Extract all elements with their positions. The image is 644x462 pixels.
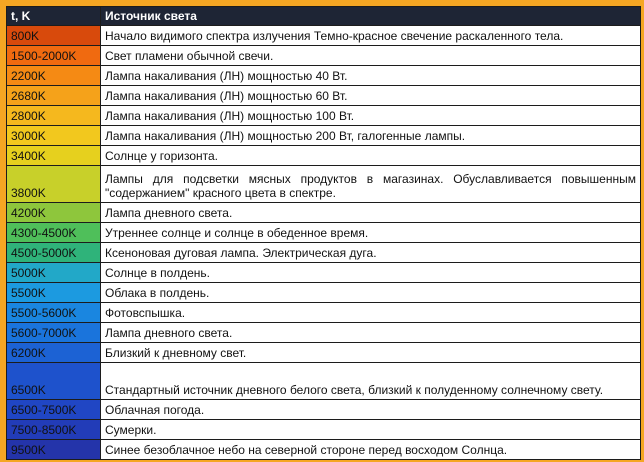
- light-source-cell: Лампа накаливания (ЛН) мощностью 40 Вт.: [101, 66, 641, 86]
- light-source-cell: Лампа дневного света.: [101, 323, 641, 343]
- temperature-cell: 6500-7500K: [7, 400, 101, 420]
- temperature-cell: 800K: [7, 26, 101, 46]
- temperature-cell: 4200K: [7, 203, 101, 223]
- temperature-cell: 4300-4500K: [7, 223, 101, 243]
- light-source-cell: Синее безоблачное небо на северной стороне перед восходом Солнца.: [101, 440, 641, 460]
- table-row: [7, 283, 641, 303]
- table-row: [7, 106, 641, 126]
- color-temperature-table: [6, 6, 641, 460]
- light-source-cell: Близкий к дневному свет.: [101, 343, 641, 363]
- table-row: [7, 26, 641, 46]
- light-source-cell: Сумерки.: [101, 420, 641, 440]
- temperature-cell: 6500K: [7, 363, 101, 400]
- light-source-cell: Солнце в полдень.: [101, 263, 641, 283]
- table-row: [7, 363, 641, 400]
- table-row: [7, 243, 641, 263]
- light-source-cell: Ксеноновая дуговая лампа. Электрическая дуга.: [101, 243, 641, 263]
- table-row: [7, 126, 641, 146]
- light-source-cell: Облачная погода.: [101, 400, 641, 420]
- temperature-cell: 5500-5600K: [7, 303, 101, 323]
- light-source-cell: Утреннее солнце и солнце в обеденное время.: [101, 223, 641, 243]
- header-light-source: Источник света: [101, 7, 641, 26]
- table-row: [7, 323, 641, 343]
- temperature-cell: 5000K: [7, 263, 101, 283]
- table-row: [7, 303, 641, 323]
- temperature-cell: 5600-7000K: [7, 323, 101, 343]
- temperature-cell: 4500-5000K: [7, 243, 101, 263]
- table-row: [7, 420, 641, 440]
- table-row: [7, 166, 641, 203]
- table-row: [7, 400, 641, 420]
- light-source-cell: Свет пламени обычной свечи.: [101, 46, 641, 66]
- table-row: [7, 440, 641, 460]
- light-source-cell: Солнце у горизонта.: [101, 146, 641, 166]
- temperature-cell: 2680K: [7, 86, 101, 106]
- table-row: [7, 146, 641, 166]
- light-source-cell: Лампа накаливания (ЛН) мощностью 100 Вт.: [101, 106, 641, 126]
- light-source-cell: Стандартный источник дневного белого света, близкий к полуденному солнечному свету.: [101, 363, 641, 400]
- temperature-cell: 7500-8500K: [7, 420, 101, 440]
- light-source-cell: Лампа дневного света.: [101, 203, 641, 223]
- light-source-cell: Лампа накаливания (ЛН) мощностью 200 Вт, галогенные лампы.: [101, 126, 641, 146]
- header-row: [7, 7, 641, 26]
- light-source-cell: Начало видимого спектра излучения Темно-красное свечение раскаленного тела.: [101, 26, 641, 46]
- table-row: [7, 66, 641, 86]
- light-source-cell: Лампа накаливания (ЛН) мощностью 60 Вт.: [101, 86, 641, 106]
- table-row: [7, 46, 641, 66]
- temperature-cell: 2200K: [7, 66, 101, 86]
- table-row: [7, 86, 641, 106]
- table-row: [7, 223, 641, 243]
- temperature-cell: 3800K: [7, 166, 101, 203]
- temperature-cell: 2800K: [7, 106, 101, 126]
- temperature-cell: 3400K: [7, 146, 101, 166]
- temperature-cell: 3000K: [7, 126, 101, 146]
- table-row: [7, 203, 641, 223]
- light-source-cell: Лампы для подсветки мясных продуктов в магазинах. Обуславливается повышенным "содержанием" красного цвета в спектре.: [101, 166, 641, 203]
- temperature-cell: 9500K: [7, 440, 101, 460]
- temperature-cell: 6200K: [7, 343, 101, 363]
- temperature-cell: 1500-2000K: [7, 46, 101, 66]
- header-temperature: t, K: [7, 7, 101, 26]
- light-source-cell: Облака в полдень.: [101, 283, 641, 303]
- light-source-cell: Фотовспышка.: [101, 303, 641, 323]
- temperature-cell: 5500K: [7, 283, 101, 303]
- table-row: [7, 343, 641, 363]
- table-row: [7, 263, 641, 283]
